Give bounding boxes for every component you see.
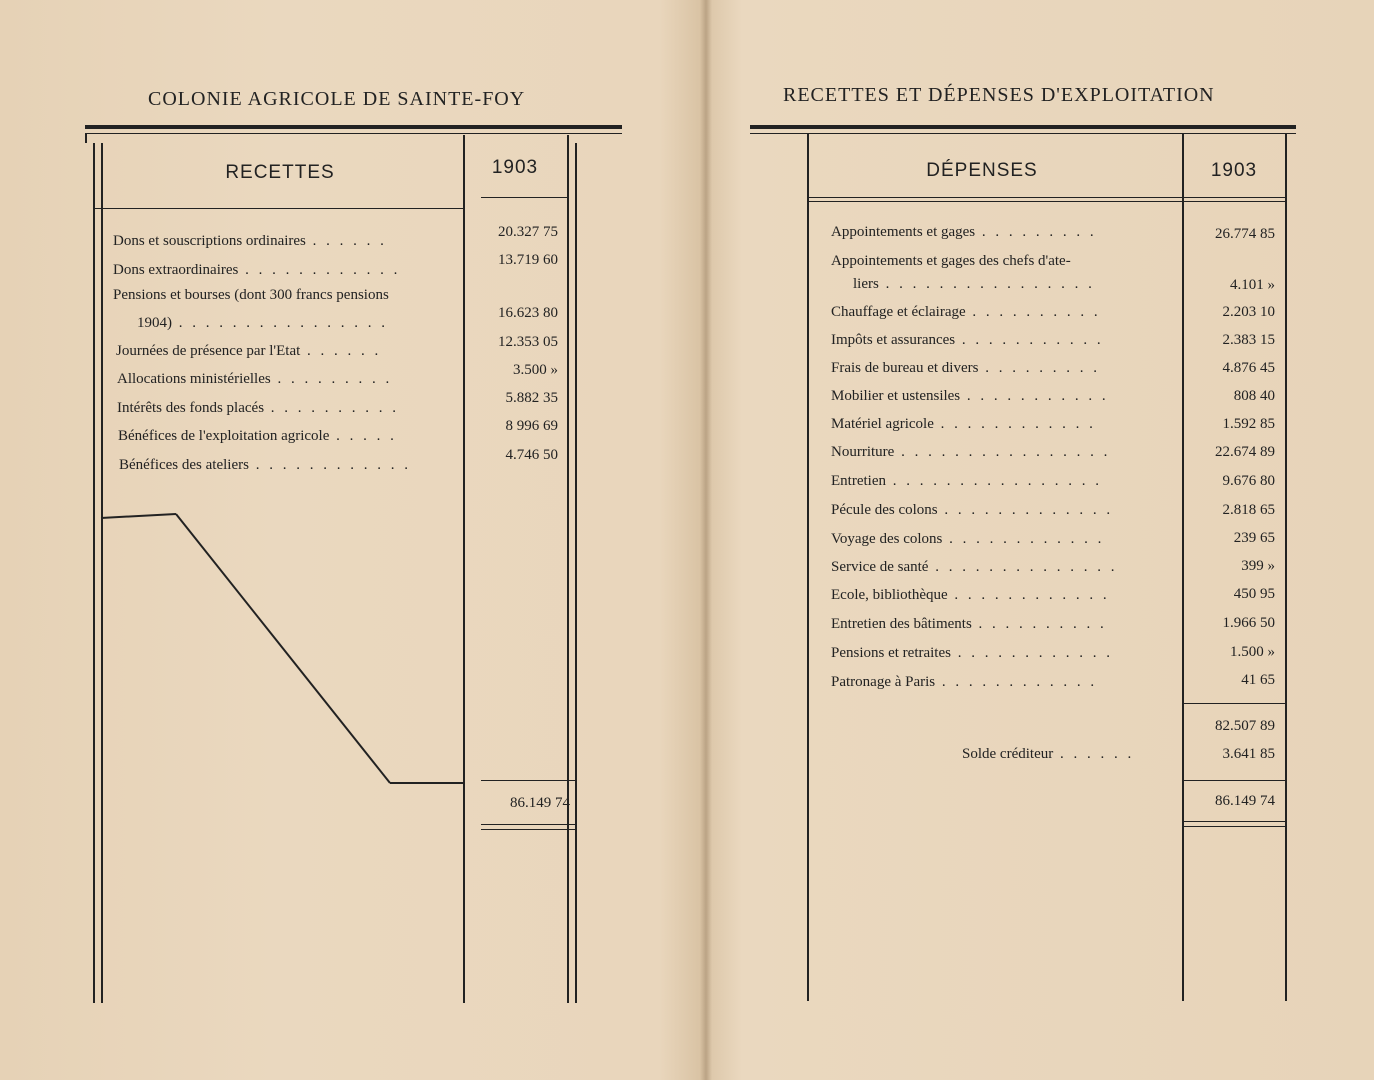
left-total-amount: 86.149 74: [510, 795, 570, 811]
depense-label: Service de santé . . . . . . . . . . . . . .: [831, 559, 1118, 575]
recette-label: Intérêts des fonds placés . . . . . . . . . .: [117, 400, 400, 416]
right-top-rule-thin: [750, 133, 1296, 134]
depense-amount: 450 95: [1233, 586, 1275, 602]
recette-label: Pensions et bourses (dont 300 francs pensions: [113, 287, 389, 303]
right-header-rule: [807, 197, 1285, 198]
depense-label: Impôts et assurances . . . . . . . . . . .: [831, 332, 1104, 348]
book-gutter: [700, 0, 712, 1080]
recette-label: Journées de présence par l'Etat . . . . . .: [116, 343, 382, 359]
right-running-head: RECETTES ET DÉPENSES D'EXPLOITATION: [783, 84, 1215, 106]
depense-amount: 26.774 85: [1215, 226, 1275, 242]
depense-amount: 22.674 89: [1215, 444, 1275, 460]
depense-label: Nourriture . . . . . . . . . . . . . . . .: [831, 444, 1111, 460]
depense-amount: 2.818 65: [1222, 502, 1275, 518]
recette-amount: 20.327 75: [498, 224, 558, 240]
recette-amount: 16.623 80: [498, 305, 558, 321]
right-year-header: 1903: [1210, 160, 1258, 181]
recette-label-continued: 1904) . . . . . . . . . . . . . . . .: [137, 315, 388, 331]
recette-label: Bénéfices des ateliers . . . . . . . . . . . .: [119, 457, 411, 473]
depense-label: Appointements et gages des chefs d'ate-: [831, 253, 1071, 269]
right-header-rule-2: [807, 201, 1285, 202]
left-column-header: RECETTES: [225, 162, 335, 183]
depense-label: Mobilier et ustensiles . . . . . . . . . . .: [831, 388, 1109, 404]
depense-label: Chauffage et éclairage . . . . . . . . . .: [831, 304, 1101, 320]
depense-label-continued: liers . . . . . . . . . . . . . . . .: [853, 276, 1095, 292]
recette-amount: 8 996 69: [505, 418, 558, 434]
depense-label: Pensions et retraites . . . . . . . . . . . .: [831, 645, 1113, 661]
recette-label: Bénéfices de l'exploitation agricole . . . . .: [118, 428, 397, 444]
right-subtotal-rule: [1182, 703, 1285, 704]
right-left-border: [807, 133, 809, 1001]
right-total-amount: 86.149 74: [1215, 793, 1275, 809]
recette-label: Dons et souscriptions ordinaires . . . . . .: [113, 233, 387, 249]
depense-label: Matériel agricole . . . . . . . . . . . .: [831, 416, 1096, 432]
right-right-border: [1285, 133, 1287, 1001]
depense-amount: 1.592 85: [1222, 416, 1275, 432]
right-top-rule: [750, 125, 1296, 129]
right-total-rule-2: [1182, 826, 1285, 827]
depense-label: Pécule des colons . . . . . . . . . . . . .: [831, 502, 1114, 518]
depense-amount: 41 65: [1241, 672, 1275, 688]
right-total-rule-1: [1182, 821, 1285, 822]
depense-amount: 4.876 45: [1222, 360, 1275, 376]
depense-label: Entretien . . . . . . . . . . . . . . . .: [831, 473, 1102, 489]
balance-label: Solde créditeur . . . . . .: [962, 746, 1135, 762]
right-subtotal-amount: 82.507 89: [1215, 718, 1275, 734]
depense-amount: 808 40: [1233, 388, 1275, 404]
depense-label: Appointements et gages . . . . . . . . .: [831, 224, 1097, 240]
depense-label: Ecole, bibliothèque . . . . . . . . . . . .: [831, 587, 1110, 603]
recette-amount: 13.719 60: [498, 252, 558, 268]
right-page: [712, 0, 1374, 1080]
right-column-header: DÉPENSES: [926, 160, 1038, 181]
depense-amount: 2.203 10: [1222, 304, 1275, 320]
left-total-rule-1: [481, 824, 575, 825]
recette-amount: 5.882 35: [505, 390, 558, 406]
left-total-top-rule: [481, 780, 575, 781]
recette-amount: 12.353 05: [498, 334, 558, 350]
left-running-head: COLONIE AGRICOLE DE SAINTE-FOY: [148, 88, 526, 110]
recette-amount: 4.746 50: [505, 447, 558, 463]
depense-label: Voyage des colons . . . . . . . . . . . .: [831, 531, 1105, 547]
depense-amount: 1.966 50: [1222, 615, 1275, 631]
right-col-divider: [1182, 133, 1184, 1001]
depense-label: Frais de bureau et divers . . . . . . . . .: [831, 360, 1100, 376]
depense-amount: 2.383 15: [1222, 332, 1275, 348]
depense-amount: 4.101 »: [1230, 277, 1275, 293]
depense-label: Patronage à Paris . . . . . . . . . . . .: [831, 674, 1098, 690]
left-total-rule-2: [481, 829, 575, 830]
depense-amount: 399 »: [1241, 558, 1275, 574]
depense-amount: 239 65: [1233, 530, 1275, 546]
recette-label: Dons extraordinaires . . . . . . . . . . . .: [113, 262, 401, 278]
depense-amount: 9.676 80: [1222, 473, 1275, 489]
recette-label: Allocations ministérielles . . . . . . . . .: [117, 371, 393, 387]
right-total-top-rule: [1182, 780, 1285, 781]
depense-label: Entretien des bâtiments . . . . . . . . . .: [831, 616, 1107, 632]
balance-amount: 3.641 85: [1222, 746, 1275, 762]
recette-amount: 3.500 »: [513, 362, 558, 378]
depense-amount: 1.500 »: [1230, 644, 1275, 660]
left-year-header: 1903: [491, 157, 539, 178]
